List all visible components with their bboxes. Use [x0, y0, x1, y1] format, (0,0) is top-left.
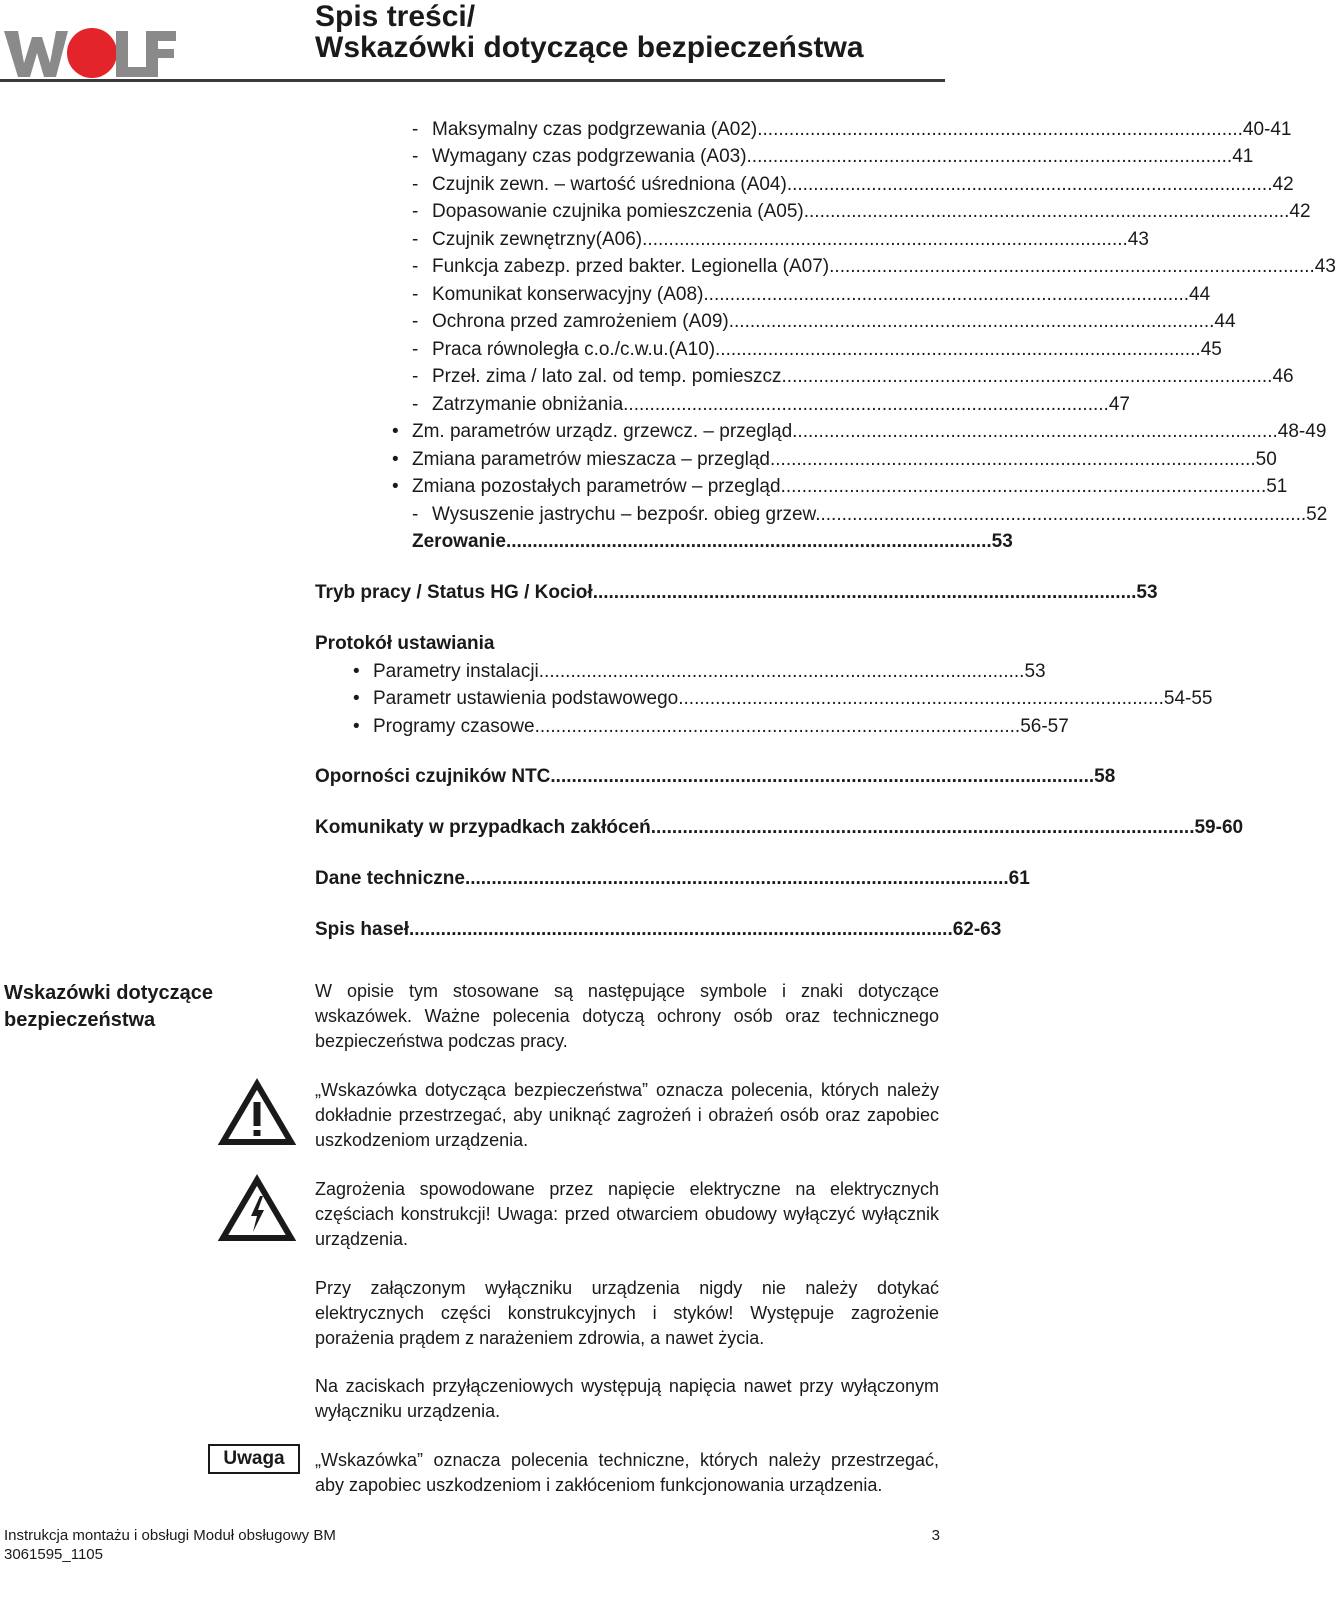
- toc-entry[interactable]: - Zatrzymanie obniżania ............................................................................................ 47: [412, 394, 1130, 415]
- toc-entry[interactable]: - Wymagany czas podgrzewania (A03) ............................................................................................ 41: [412, 146, 1254, 167]
- toc-entry[interactable]: • Parametr ustawienia podstawowego ............................................................................................ 54-55: [353, 688, 1213, 709]
- uwaga-text: „Wskazówka” oznacza polecenia techniczne, których należy przestrzegać, aby zapobiec uszkodzeniom i zakłóceniom funkcjonowania urządzenia.: [315, 1450, 939, 1495]
- toc-entry[interactable]: • Zm. parametrów urządz. grzewcz. – przegląd ............................................................................................ 48-49: [392, 421, 1327, 442]
- toc-section-spis[interactable]: Spis haseł ....................................................................................................... 62-63: [315, 919, 1002, 940]
- toc-section-dane[interactable]: Dane techniczne ....................................................................................................... 61: [315, 868, 1030, 889]
- toc-entry[interactable]: - Komunikat konserwacyjny (A08) ............................................................................................ 44: [412, 284, 1211, 305]
- page-header: [0, 0, 960, 84]
- footer-document-title: Instrukcja montażu i obsługi Moduł obsługowy BM: [4, 1527, 336, 1544]
- safety-heading: Wskazówki dotyczące bezpieczeństwa: [4, 982, 213, 1031]
- toc-entry[interactable]: • Zmiana parametrów mieszacza – przegląd ............................................................................................ 50: [392, 449, 1277, 470]
- toc-section-komunikaty[interactable]: Komunikaty w przypadkach zakłóceń ....................................................................................................... 59-60: [315, 817, 1244, 838]
- toc-entry[interactable]: - Funkcja zabezp. przed bakter. Legionella (A07) ............................................................................................ 43: [412, 256, 1336, 277]
- toc-entry[interactable]: - Maksymalny czas podgrzewania (A02) ............................................................................................ 40-41: [412, 119, 1292, 140]
- page-number: 3: [931, 1527, 940, 1544]
- toc-entry[interactable]: - Czujnik zewn. – wartość uśredniona (A04) ............................................................................................ 42: [412, 174, 1294, 195]
- toc-entry[interactable]: • Programy czasowe ............................................................................................ 56-57: [353, 716, 1069, 737]
- toc-entry[interactable]: - Wysuszenie jastrychu – bezpośr. obieg grzew. ............................................................................................ 52: [412, 504, 1328, 525]
- toc-entry[interactable]: - Praca równoległa c.o./c.w.u.(A10) ............................................................................................ 45: [412, 339, 1222, 360]
- page-footer: [4, 1526, 336, 1564]
- footer-document-code: 3061595_1105: [4, 1546, 103, 1563]
- electric-hazard-text: Zagrożenia spowodowane przez napięcie elektryczne na elektrycznych częściach konstrukcji! Uwaga: przed otwarciem obudowy wyłączyć wyłącznik urządzenia.: [315, 1179, 939, 1249]
- warning-triangle-icon: [220, 1080, 294, 1146]
- toc-entry[interactable]: • Zmiana pozostałych parametrów – przegląd ............................................................................................ 51: [392, 476, 1288, 497]
- safety-warning-text: „Wskazówka dotycząca bezpieczeństwa” oznacza polecenia, których należy dokładnie przestrzegać, aby uniknąć zagrożeń i obrażeń osób oraz zapobiec uszkodzeniom urządzenia.: [315, 1080, 939, 1150]
- wolf-logo: [4, 25, 176, 83]
- uwaga-label: Uwaga: [208, 1444, 300, 1474]
- electric-hazard-icon: [220, 1176, 294, 1242]
- toc-entry[interactable]: - Czujnik zewnętrzny(A06) ............................................................................................ 43: [412, 229, 1149, 250]
- page-title-line1: Spis treści/: [315, 0, 476, 33]
- toc-section-tryb[interactable]: Tryb pracy / Status HG / Kocioł ....................................................................................................... 53: [315, 582, 1158, 603]
- toc-entry[interactable]: • Parametry instalacji ............................................................................................ 53: [353, 661, 1046, 682]
- safety-intro: W opisie tym stosowane są następujące symbole i znaki dotyczące wskazówek. Ważne polecenia dotyczą ochrony osób oraz technicznego bezpieczeństwa podczas pracy.: [315, 981, 939, 1051]
- toc-entry[interactable]: - Ochrona przed zamrożeniem (A09) ............................................................................................ 44: [412, 311, 1236, 332]
- header-divider: [0, 79, 945, 82]
- toc-section-ntc[interactable]: Oporności czujników NTC ....................................................................................................... 58: [315, 766, 1116, 787]
- page-title-line2: Wskazówki dotyczące bezpieczeństwa: [315, 31, 864, 64]
- toc-entry[interactable]: Zerowanie ............................................................................................ 53: [412, 531, 1013, 552]
- toc-entry[interactable]: - Przeł. zima / lato zal. od temp. pomieszcz. ............................................................................................ 46: [412, 366, 1294, 387]
- electric-hazard-text-2: Przy załączonym wyłączniku urządzenia nigdy nie należy dotykać elektrycznych części konstrukcyjnych i styków! Występuje zagrożenie porażenia prądem z narażeniem zdrowia, a nawet życia.: [315, 1278, 939, 1348]
- toc-section-protokol: Protokół ustawiania: [315, 633, 495, 654]
- toc-entry[interactable]: - Dopasowanie czujnika pomieszczenia (A05) ............................................................................................ 42: [412, 201, 1311, 222]
- electric-hazard-text-3: Na zaciskach przyłączeniowych występują napięcia nawet przy wyłączonym wyłączniku urządzenia.: [315, 1376, 939, 1421]
